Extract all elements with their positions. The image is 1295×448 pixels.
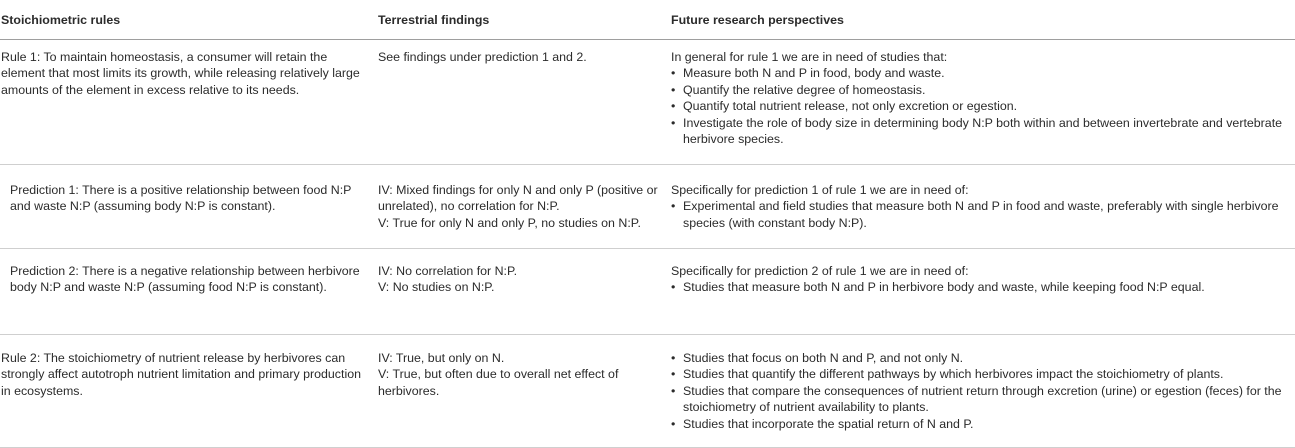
finding-text: IV: Mixed findings for only N and only P (positive or unrelated), no correlation for N:P. xyxy=(378,182,658,213)
list-item: • Studies that incorporate the spatial return of N and P. xyxy=(671,416,1291,433)
header-row xyxy=(0,0,1295,39)
list-item: • Experimental and field studies that measure both N and P in food and waste, preferably with single herbivore species (with constant body N:P). xyxy=(671,198,1291,231)
perspectives-cell xyxy=(669,248,1295,334)
list-item: • Measure both N and P in food, body and waste. xyxy=(671,65,1291,82)
list-item: • Quantify the relative degree of homeostasis. xyxy=(671,82,1291,99)
table-row xyxy=(0,164,1295,248)
finding-text: V: True for only N and only P, no studies on N:P. xyxy=(378,215,641,230)
perspective-list xyxy=(671,198,1291,231)
header-future-research: Future research perspectives xyxy=(669,0,1295,39)
list-item: • Studies that quantify the different pathways by which herbivores impact the stoichiometry of plants. xyxy=(671,366,1291,383)
list-item: • Quantify total nutrient release, not only excretion or egestion. xyxy=(671,98,1291,115)
table-row xyxy=(0,334,1295,447)
perspective-intro: Specifically for prediction 2 of rule 1 we are in need of: xyxy=(671,263,969,278)
finding-text: See findings under prediction 1 and 2. xyxy=(378,49,587,64)
perspective-intro: In general for rule 1 we are in need of studies that: xyxy=(671,49,948,64)
list-item: • Studies that compare the consequences of nutrient return through excretion (urine) or egestion (feces) for the stoichiometry of nutrient availability to plants. xyxy=(671,383,1291,416)
header-stoichiometric-rules: Stoichiometric rules xyxy=(0,0,373,39)
perspective-list xyxy=(671,65,1291,148)
list-item: • Studies that measure both N and P in herbivore body and waste, while keeping food N:P equal. xyxy=(671,279,1291,296)
finding-text: V: No studies on N:P. xyxy=(378,280,495,294)
rule-cell: Prediction 2: There is a negative relationship between herbivore body N:P and waste N:P (assuming food N:P is constant). xyxy=(10,263,360,294)
findings-cell xyxy=(373,334,669,447)
table-row xyxy=(0,39,1295,164)
header-terrestrial-findings: Terrestrial findings xyxy=(373,0,669,39)
finding-text: IV: True, but only on N. xyxy=(378,350,505,365)
finding-text: V: True, but often due to overall net effect of herbivores. xyxy=(378,367,619,398)
rule-cell: Rule 2: The stoichiometry of nutrient release by herbivores can strongly affect autotroph nutrient limitation and primary production in ecosystems. xyxy=(1,350,361,398)
rule-cell: Rule 1: To maintain homeostasis, a consumer will retain the element that most limits its growth, while releasing relatively large amounts of the element in excess relative to its needs. xyxy=(1,49,360,97)
perspective-list xyxy=(671,279,1291,296)
finding-text: IV: No correlation for N:P. xyxy=(378,263,518,278)
list-item: • Investigate the role of body size in determining body N:P both within and between invertebrate and vertebrate herbivore species. xyxy=(671,115,1291,148)
perspectives-cell xyxy=(669,164,1295,248)
perspective-list xyxy=(671,350,1291,433)
findings-cell xyxy=(373,164,669,248)
rule-cell: Prediction 1: There is a positive relationship between food N:P and waste N:P (assuming body N:P is constant). xyxy=(10,182,352,213)
table-row xyxy=(0,248,1295,334)
findings-cell xyxy=(373,248,669,334)
findings-cell xyxy=(373,39,669,164)
list-item: • Studies that focus on both N and P, and not only N. xyxy=(671,350,1291,367)
perspectives-cell xyxy=(669,334,1295,447)
perspectives-cell xyxy=(669,39,1295,164)
perspective-intro: Specifically for prediction 1 of rule 1 we are in need of: xyxy=(671,182,969,197)
